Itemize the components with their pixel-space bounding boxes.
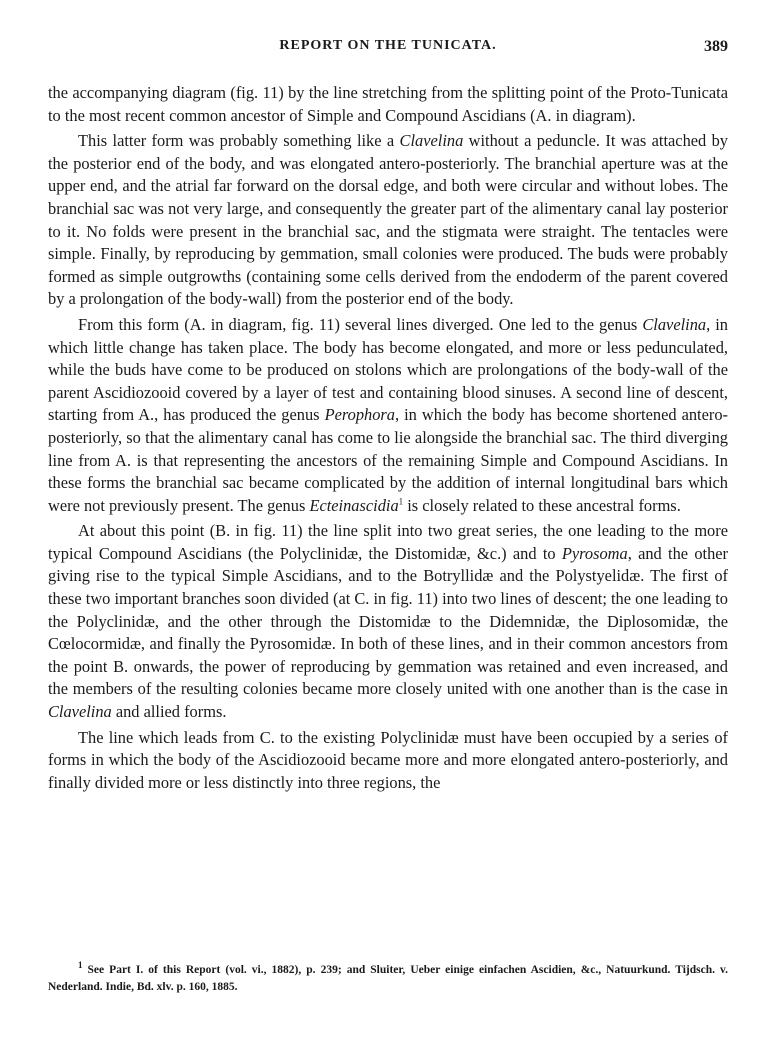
text-run: The line which leads from C. to the existing Polyclinidæ must have been occupied by a series of forms in which the body of the Ascidiozooid became more and more elongated antero-posteriorly, and finally divided more or less distinctly into three regions, the (48, 727, 728, 792)
footnote-text: See Part I. of this Report (vol. vi., 1882), p. 239; and Sluiter, Ueber einige einfachen Ascidien, &c., Natuurkund. Tijdsch. v. Nederland. Indie, Bd. xlv. p. 160, 1885. (48, 964, 728, 993)
text-run: From this form (A. in diagram, fig. 11) several lines diverged. One led to the genus (78, 314, 643, 334)
text-run: , in which the body has become shortened antero-posteriorly, so that the alimentary canal has come to lie alongside the branchial sac. The third diverging line from A. is that representing the ancestors of the remaining Simple and Compound Ascidians. In these forms the branchial sac became complicated by the addition of internal longitudinal bars which were not previously present. The genus (48, 405, 728, 515)
footnote-reference: 1 (398, 496, 404, 507)
italic-term: Pyrosoma (561, 543, 628, 563)
text-run: , in which little change has taken place. The body has become elongated, and more or less pedunculated, while the buds have come to be produced on stolons which are prolongations of the body-wall of the parent Ascidiozooid covered by a layer of test and containing blood sinuses. A second line of descent, starting from A., has produced the genus (48, 314, 728, 425)
text-run: and allied forms. (111, 702, 227, 722)
italic-term: Clavelina (48, 702, 112, 722)
running-header (48, 38, 728, 62)
page-number: 389 (704, 38, 728, 55)
text-run: At about this point (B. in fig. 11) the line split into two great series, the one leading to the more typical Compound Ascidians (the Polyclinidæ, the Distomidæ, &c.) and to (48, 521, 728, 563)
text-run: the accompanying diagram (fig. 11) by the line stretching from the splitting point of the Proto-Tunicata to the most recent common ancestor of Simple and Compound Ascidians (A. in diagram). (48, 83, 728, 125)
text-run: , and the other giving rise to the typical Simple Ascidians, and to the Botryllidæ and the Polystyelidæ. The first of these two important branches soon divided (at C. in fig. 11) into two lines of descent; the one leading to the Polyclinidæ, and the other through the Distomidæ to the Didemnidæ, the Diplosomidæ, the Cœlocormidæ, and finally the Pyrosomidæ. In both of these lines, and in their common ancestors from the point B. onwards, the power of reproducing by gemmation was retained and even increased, and the members of the resulting colonies became more closely united with one another than is the case in (48, 543, 728, 699)
paragraph-2 (48, 130, 728, 311)
italic-term: Clavelina (642, 314, 707, 334)
footnote-marker: 1 (78, 960, 83, 971)
italic-term: Perophora (324, 405, 395, 425)
text-run: without a peduncle. It was attached by the posterior end of the body, and was elongated antero-posteriorly. The branchial aperture was at the upper end, and the atrial far forward on the dorsal edge, and both were circular and without lobes. The branchial sac was not very large, and consequently the greater part of the alimentary canal lay posterior to it. No folds were present in the branchial sac, and the stigmata were straight. The tentacles were simple. Finally, by reproducing by gemmation, small colonies were produced. The buds were probably formed as simple outgrowths (containing some cells derived from the endoderm of the parent covered by a prolongation of the body-wall) from the posterior end of the body. (48, 131, 728, 309)
running-title: REPORT ON THE TUNICATA. (279, 38, 497, 53)
text-run: is closely related to these ancestral forms. (403, 495, 681, 515)
footnote (48, 962, 728, 996)
paragraph-5 (48, 727, 728, 795)
text-run: This latter form was probably something like a (78, 131, 400, 151)
paragraph-3 (48, 314, 728, 517)
body-text (48, 82, 728, 797)
paragraph-1 (48, 82, 728, 127)
italic-term: Clavelina (399, 131, 464, 151)
paragraph-4 (48, 520, 728, 723)
italic-term: Ecteinascidia (309, 495, 399, 515)
